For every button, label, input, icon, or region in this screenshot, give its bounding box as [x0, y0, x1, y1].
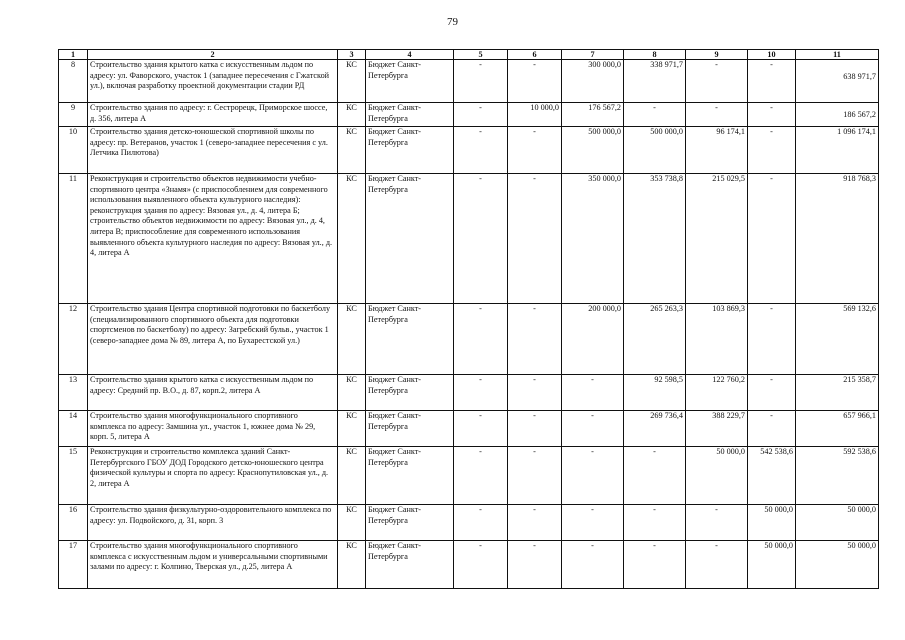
row-number: 15 [59, 447, 88, 505]
table-row [59, 375, 879, 411]
value-cell: - [624, 103, 686, 127]
total-cell: 592 538,6 [796, 447, 879, 505]
object-description: Строительство здания физкультурно-оздоровительного комплекса по адресу: ул. Подвойского, д. 31, корп. 3 [88, 505, 338, 541]
header-cell: 8 [624, 50, 686, 60]
total-cell: 215 358,7 [796, 375, 879, 411]
object-description: Реконструкция и строительство комплекса зданий Санкт-Петербургского ГБОУ ДОД Городского детско-юношеского центра физической культуры и спорта по адресу: Краснопутиловская ул., д. 2, литера А [88, 447, 338, 505]
value-cell: - [508, 174, 562, 304]
value-cell: - [686, 103, 748, 127]
object-description: Строительство здания детско-юношеской спортивной школы по адресу: пр. Ветеранов, участок 1 (северо-западнее пересечения с ул. Летчика Пилютова) [88, 127, 338, 174]
value-cell: - [454, 505, 508, 541]
table-row [59, 174, 879, 304]
value-cell: 92 598,5 [624, 375, 686, 411]
header-cell: 5 [454, 50, 508, 60]
funding-source: Бюджет Санкт-Петербурга [366, 304, 454, 375]
table-row [59, 127, 879, 174]
value-cell: - [748, 375, 796, 411]
object-description: Строительство здания крытого катка с искусственным льдом по адресу: ул. Фаворского, участок 1 (западнее пересечения с Гжатской ул.), включая разработку проектной документации стадии РД [88, 60, 338, 103]
value-cell: 50 000,0 [748, 505, 796, 541]
value-cell: - [562, 505, 624, 541]
value-cell: 500 000,0 [562, 127, 624, 174]
value-cell: - [562, 447, 624, 505]
work-type: КС [338, 103, 366, 127]
header-cell: 11 [796, 50, 879, 60]
value-cell: 50 000,0 [748, 541, 796, 589]
funding-source: Бюджет Санкт-Петербурга [366, 174, 454, 304]
value-cell: - [454, 304, 508, 375]
value-cell: 215 029,5 [686, 174, 748, 304]
value-cell: - [508, 505, 562, 541]
header-cell: 7 [562, 50, 624, 60]
value-cell: - [508, 447, 562, 505]
value-cell: - [454, 375, 508, 411]
total-cell: 186 567,2 [796, 103, 879, 127]
header-cell: 9 [686, 50, 748, 60]
value-cell: 200 000,0 [562, 304, 624, 375]
funding-source: Бюджет Санкт-Петербурга [366, 375, 454, 411]
value-cell: 388 229,7 [686, 411, 748, 447]
value-cell: 353 738,8 [624, 174, 686, 304]
table-row [59, 103, 879, 127]
object-description: Строительство здания многофункционального спортивного комплекса с искусственным льдом и универсальными спортивными залами по адресу: г. Колпино, Тверская ул., д.25, литера А [88, 541, 338, 589]
work-type: КС [338, 505, 366, 541]
row-number: 13 [59, 375, 88, 411]
budget-table [58, 49, 879, 589]
value-cell: 103 869,3 [686, 304, 748, 375]
value-cell: - [748, 127, 796, 174]
value-cell: - [686, 60, 748, 103]
header-cell: 10 [748, 50, 796, 60]
row-number: 12 [59, 304, 88, 375]
object-description: Строительство здания Центра спортивной подготовки по баскетболу (специализированного спортивного объекта для подготовки спортсменов по баскетболу) по адресу: Загребский бульв., участок 1 (северо-западнее дома № 89, литера А, по Бухарестской ул.) [88, 304, 338, 375]
value-cell: - [562, 541, 624, 589]
funding-source: Бюджет Санкт-Петербурга [366, 541, 454, 589]
header-cell: 4 [366, 50, 454, 60]
row-number: 17 [59, 541, 88, 589]
value-cell: - [454, 103, 508, 127]
funding-source: Бюджет Санкт-Петербурга [366, 411, 454, 447]
value-cell: - [454, 447, 508, 505]
value-cell: - [508, 127, 562, 174]
object-description: Строительство здания крытого катка с искусственным льдом по адресу: Средний пр. В.О., д. 87, корп.2, литера А [88, 375, 338, 411]
value-cell: - [686, 505, 748, 541]
total-cell: 1 096 174,1 [796, 127, 879, 174]
value-cell: 10 000,0 [508, 103, 562, 127]
value-cell: 176 567,2 [562, 103, 624, 127]
header-cell: 1 [59, 50, 88, 60]
header-cell: 6 [508, 50, 562, 60]
value-cell: - [624, 447, 686, 505]
value-cell: - [508, 375, 562, 411]
row-number: 8 [59, 60, 88, 103]
work-type: КС [338, 60, 366, 103]
table-row [59, 505, 879, 541]
value-cell: 500 000,0 [624, 127, 686, 174]
work-type: КС [338, 174, 366, 304]
total-cell: 918 768,3 [796, 174, 879, 304]
value-cell: 300 000,0 [562, 60, 624, 103]
table-row [59, 304, 879, 375]
row-number: 16 [59, 505, 88, 541]
funding-source: Бюджет Санкт-Петербурга [366, 60, 454, 103]
value-cell: 50 000,0 [686, 447, 748, 505]
work-type: КС [338, 127, 366, 174]
row-number: 9 [59, 103, 88, 127]
value-cell: 542 538,6 [748, 447, 796, 505]
value-cell: - [562, 411, 624, 447]
row-number: 10 [59, 127, 88, 174]
total-cell: 569 132,6 [796, 304, 879, 375]
work-type: КС [338, 304, 366, 375]
total-cell: 657 966,1 [796, 411, 879, 447]
funding-source: Бюджет Санкт-Петербурга [366, 103, 454, 127]
value-cell: - [508, 411, 562, 447]
value-cell: - [508, 60, 562, 103]
work-type: КС [338, 541, 366, 589]
value-cell: - [454, 174, 508, 304]
value-cell: - [748, 103, 796, 127]
value-cell: 338 971,7 [624, 60, 686, 103]
funding-source: Бюджет Санкт-Петербурга [366, 447, 454, 505]
value-cell: - [748, 174, 796, 304]
table-row [59, 411, 879, 447]
value-cell: - [748, 411, 796, 447]
total-cell: 50 000,0 [796, 541, 879, 589]
header-cell: 3 [338, 50, 366, 60]
table-row [59, 447, 879, 505]
value-cell: - [454, 127, 508, 174]
row-number: 14 [59, 411, 88, 447]
value-cell: - [454, 411, 508, 447]
value-cell: - [508, 304, 562, 375]
work-type: КС [338, 375, 366, 411]
total-cell: 638 971,7 [796, 60, 879, 103]
funding-source: Бюджет Санкт-Петербурга [366, 505, 454, 541]
value-cell: - [748, 304, 796, 375]
value-cell: - [454, 60, 508, 103]
value-cell: - [748, 60, 796, 103]
value-cell: - [508, 541, 562, 589]
row-number: 11 [59, 174, 88, 304]
funding-source: Бюджет Санкт-Петербурга [366, 127, 454, 174]
value-cell: - [686, 541, 748, 589]
table-row [59, 60, 879, 103]
header-cell: 2 [88, 50, 338, 60]
total-cell: 50 000,0 [796, 505, 879, 541]
value-cell: 96 174,1 [686, 127, 748, 174]
value-cell: 350 000,0 [562, 174, 624, 304]
page-number: 79 [447, 16, 458, 28]
value-cell: 265 263,3 [624, 304, 686, 375]
object-description: Строительство здания по адресу: г. Сестрорецк, Приморское шоссе, д. 356, литера А [88, 103, 338, 127]
object-description: Реконструкция и строительство объектов недвижимости учебно-спортивного центра «Знамя» (с приспособлением для современного использования выявленного объекта культурного наследия): реконструкция здания по адресу: Вязовая ул., д. 4, литера Б; строительство объектов недвижимости по адресу: Вязовая ул., д. 4, литера В; приспособление для современного использования выявленного объекта культурного наследия по адресу: Вязовая ул., д. 4, литера А [88, 174, 338, 304]
value-cell: 122 760,2 [686, 375, 748, 411]
work-type: КС [338, 447, 366, 505]
work-type: КС [338, 411, 366, 447]
value-cell: - [562, 375, 624, 411]
value-cell: - [624, 541, 686, 589]
table-row [59, 541, 879, 589]
value-cell: - [624, 505, 686, 541]
object-description: Строительство здания многофункционального спортивного комплекса по адресу: Замшина ул., участок 1, южнее дома № 29, корп. 5, литера А [88, 411, 338, 447]
value-cell: 269 736,4 [624, 411, 686, 447]
value-cell: - [454, 541, 508, 589]
header-row [59, 50, 879, 60]
